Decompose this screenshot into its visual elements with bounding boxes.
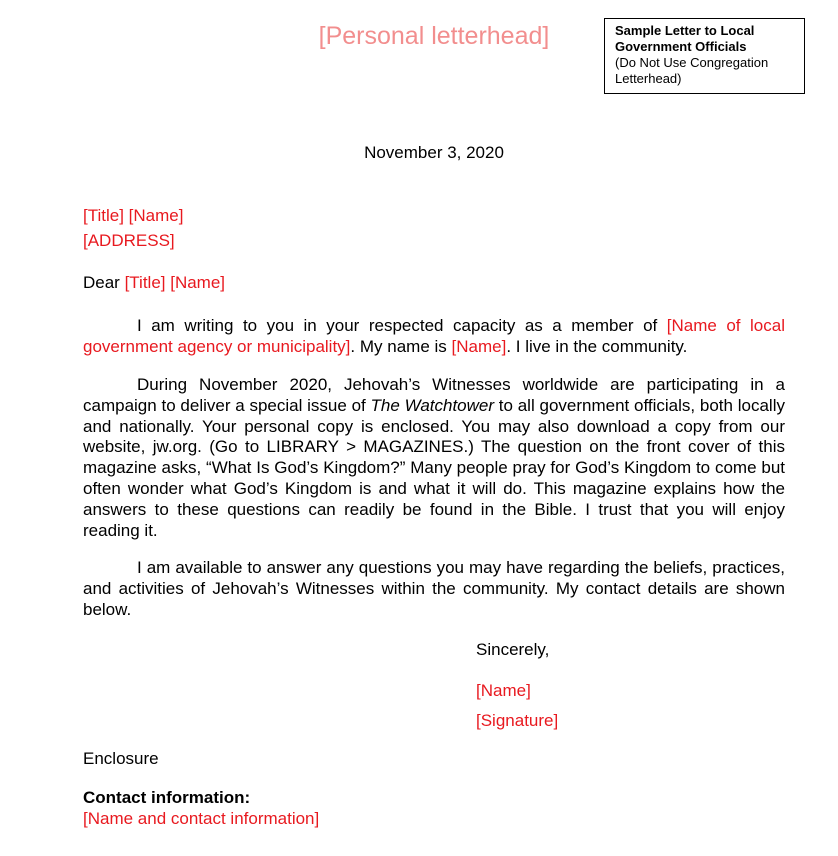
paragraph-1 — [83, 316, 785, 358]
note-line-3: (Do Not Use Congregation — [615, 55, 769, 70]
recipient-title-name: [Title] [Name] — [83, 206, 184, 225]
paragraph-2-text-a: During November 2020, Jehovah’s Witnesses worldwide are participating in a campaign to deliver a special issue of — [83, 375, 785, 415]
paragraph-1-text-a: I am writing to you in your respected capacity as a member of — [137, 316, 667, 335]
paragraph-2-text-b: to all government officials, both locally and nationally. Your personal copy is enclosed. You may also download a copy from our website, jw.org. (Go to LIBRARY > MAGAZINES.) The question on the front cover of this magazine asks, “What Is God’s Kingdom?” Many people pray for God’s Kingdom to come but often wonder what God’s Kingdom is and what it will do. This magazine explains how the answers to these questions can readily be found in the Bible. I trust that you will enjoy reading it. — [83, 395, 785, 540]
closing-sincerely: Sincerely, — [476, 640, 550, 659]
magazine-title: The Watchtower — [370, 395, 495, 415]
recipient-address: [ADDRESS] — [83, 231, 175, 250]
paragraph-2 — [83, 375, 785, 541]
note-line-4: Letterhead) — [615, 71, 682, 86]
paragraph-1-text-b: . My name is — [350, 336, 452, 356]
paragraph-3: I am available to answer any questions you may have regarding the beliefs, practices, and activities of Jehovah’s Witnesses within the community. My contact details are shown below. — [83, 558, 785, 619]
closing-name-placeholder: [Name] — [476, 681, 531, 700]
contact-details-placeholder: [Name and contact information] — [83, 809, 320, 828]
letter-date: November 3, 2020 — [364, 143, 504, 162]
agency-placeholder: [Name of local government agency or municipality] — [83, 316, 785, 356]
paragraph-1-text-c: . I live in the community. — [506, 336, 688, 356]
note-line-1: Sample Letter to Local — [615, 23, 755, 38]
contact-heading: Contact information: — [83, 788, 251, 807]
letterhead-placeholder: [Personal letterhead] — [318, 22, 550, 50]
salutation-dear: Dear — [83, 273, 125, 292]
signature-placeholder: [Signature] — [476, 711, 559, 730]
salutation-title-name: [Title] [Name] — [124, 273, 226, 292]
sample-note-box — [604, 18, 805, 94]
note-line-2: Government Officials — [615, 39, 747, 54]
enclosure-label: Enclosure — [83, 749, 159, 768]
salutation — [83, 272, 225, 293]
name-placeholder: [Name] — [451, 336, 507, 356]
